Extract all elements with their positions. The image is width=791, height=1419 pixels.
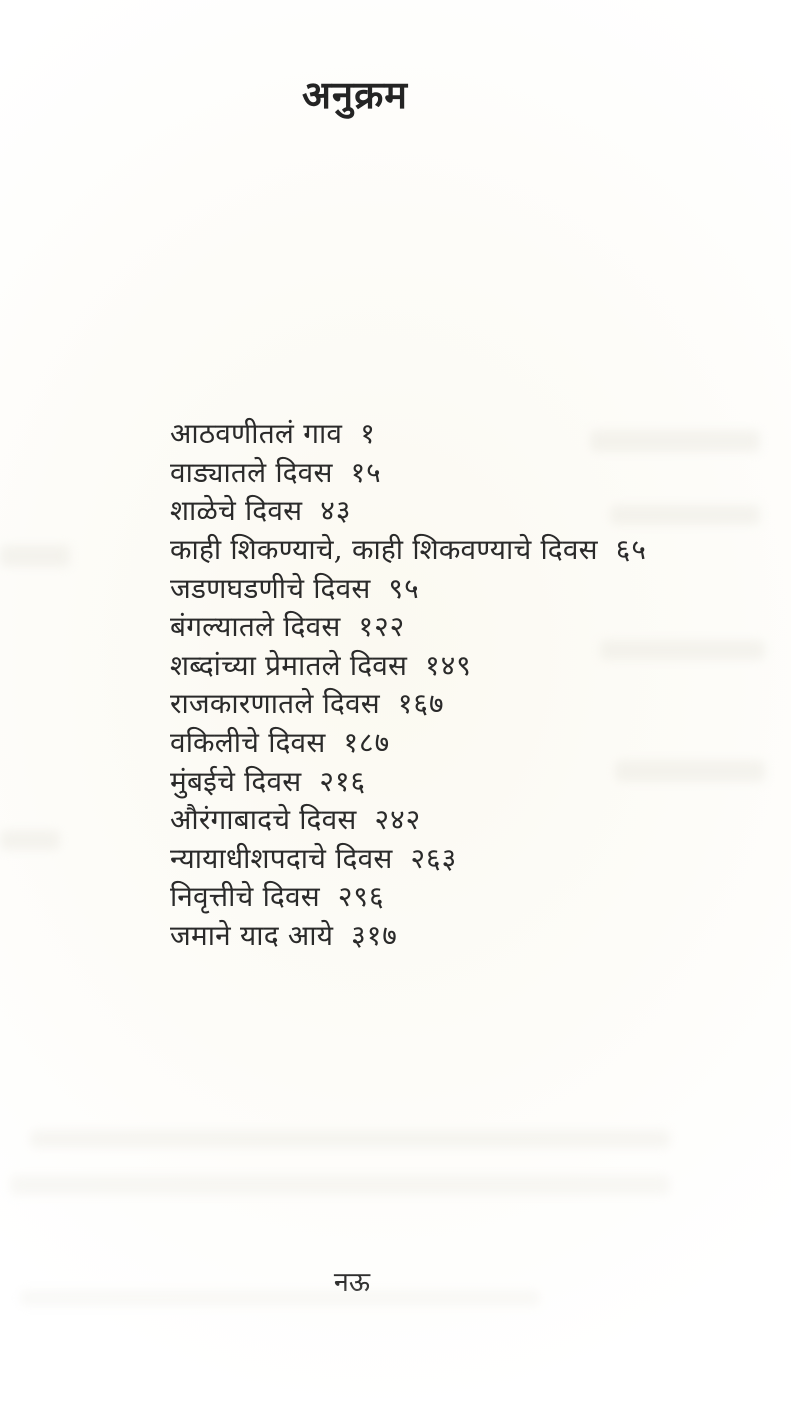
table-of-contents [170,414,730,954]
toc-entry [170,530,730,569]
bleed-through-mark [0,545,70,567]
page-number-footer: नऊ [333,1267,371,1298]
toc-entry-title: आठवणीतलं गाव [170,417,343,451]
toc-entry-title: निवृत्तीचे दिवस [170,880,320,914]
toc-entry-title: बंगल्यातले दिवस [170,610,341,644]
toc-entry-page: १ [360,417,376,451]
toc-entry-page: ९५ [388,571,420,605]
toc-entry-title: शाळेचे दिवस [170,494,303,528]
toc-entry-title: जडणघडणीचे दिवस [170,571,371,605]
toc-entry-title: राजकारणातले दिवस [170,687,380,721]
bleed-through-mark [30,1130,670,1148]
toc-entry [170,723,730,762]
toc-entry-title: शब्दांच्या प्रेमातले दिवस [170,648,408,682]
toc-entry-page: ३१७ [351,919,398,953]
toc-entry-page: ६५ [615,533,647,567]
toc-entry [170,568,730,607]
toc-entry-page: १६७ [397,687,445,721]
toc-entry-title: न्यायाधीशपदाचे दिवस [170,841,393,875]
toc-entry-page: २१६ [319,764,367,798]
toc-entry-title: औरंगाबादचे दिवस [170,803,357,837]
page-title: अनुक्रम [301,72,409,117]
toc-entry-page: १८७ [343,726,391,760]
toc-entry [170,414,730,453]
toc-entry [170,453,730,492]
toc-entry [170,491,730,530]
toc-entry-page: ४३ [320,494,352,528]
toc-entry-page: २४२ [374,803,422,837]
bleed-through-mark [0,830,60,850]
toc-entry [170,916,730,955]
toc-entry-page: १४९ [425,648,472,682]
toc-entry-title: वाड्यातले दिवस [170,455,333,489]
toc-entry-title: जमाने याद आये [170,919,334,953]
toc-entry-page: २६३ [410,841,458,875]
toc-entry [170,877,730,916]
toc-entry-page: १५ [350,455,382,489]
toc-entry-page: १२२ [358,610,406,644]
toc-entry [170,800,730,839]
toc-entry [170,761,730,800]
toc-entry [170,646,730,685]
bleed-through-mark [10,1175,670,1195]
toc-entry-page: २९६ [337,880,385,914]
toc-entry-title: वकिलीचे दिवस [170,726,326,760]
toc-entry [170,607,730,646]
toc-entry-title: मुंबईचे दिवस [170,764,302,798]
toc-entry-title: काही शिकण्याचे, काही शिकवण्याचे दिवस [170,533,598,567]
toc-entry [170,684,730,723]
toc-entry [170,839,730,878]
